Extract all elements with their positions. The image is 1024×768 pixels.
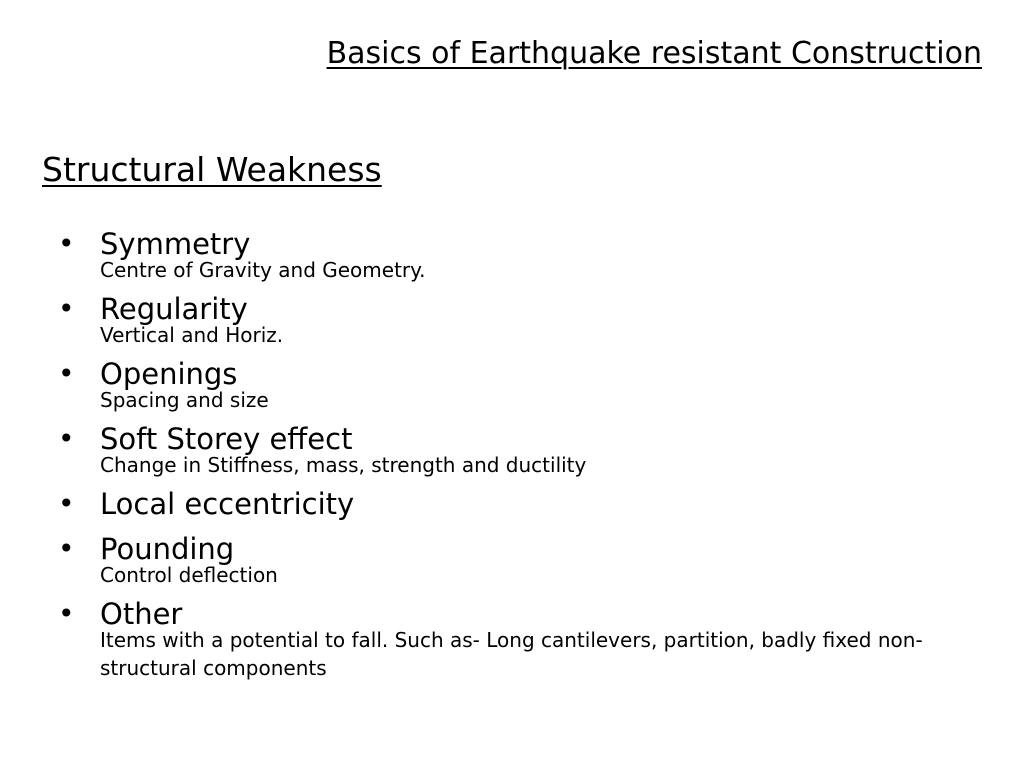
bullet-icon: •: [58, 487, 75, 520]
bullet-item-soft-storey: [58, 419, 998, 479]
bullet-icon: •: [58, 597, 75, 630]
section-heading: Structural Weakness: [42, 150, 382, 189]
bullet-label: Regularity: [100, 292, 248, 326]
bullet-label: Soft Storey effect: [100, 422, 353, 456]
bullet-list: [58, 224, 998, 687]
bullet-label: Other: [100, 597, 183, 631]
bullet-icon: •: [58, 292, 75, 325]
bullet-item-openings: [58, 354, 998, 414]
bullet-label: Openings: [100, 357, 238, 391]
bullet-item-symmetry: [58, 224, 998, 284]
bullet-item-other: [58, 594, 998, 682]
bullet-detail: Vertical and Horiz.: [100, 323, 284, 347]
bullet-detail: Spacing and size: [100, 388, 269, 412]
bullet-detail: Control deflection: [100, 563, 278, 587]
bullet-label: Pounding: [100, 532, 235, 566]
bullet-item-local-eccentricity: [58, 484, 998, 524]
bullet-icon: •: [58, 357, 75, 390]
slide-title: Basics of Earthquake resistant Construction: [326, 36, 982, 71]
bullet-label: Symmetry: [100, 227, 251, 261]
bullet-detail: Centre of Gravity and Geometry.: [100, 258, 426, 282]
bullet-item-regularity: [58, 289, 998, 349]
bullet-label: Local eccentricity: [100, 487, 355, 521]
bullet-icon: •: [58, 227, 75, 260]
bullet-item-pounding: [58, 529, 998, 589]
bullet-icon: •: [58, 422, 75, 455]
bullet-detail: Items with a potential to fall. Such as- Long cantilevers, partition, badly fixed non-structural components: [100, 628, 923, 680]
bullet-icon: •: [58, 532, 75, 565]
bullet-detail: Change in Stiffness, mass, strength and ductility: [100, 453, 587, 477]
